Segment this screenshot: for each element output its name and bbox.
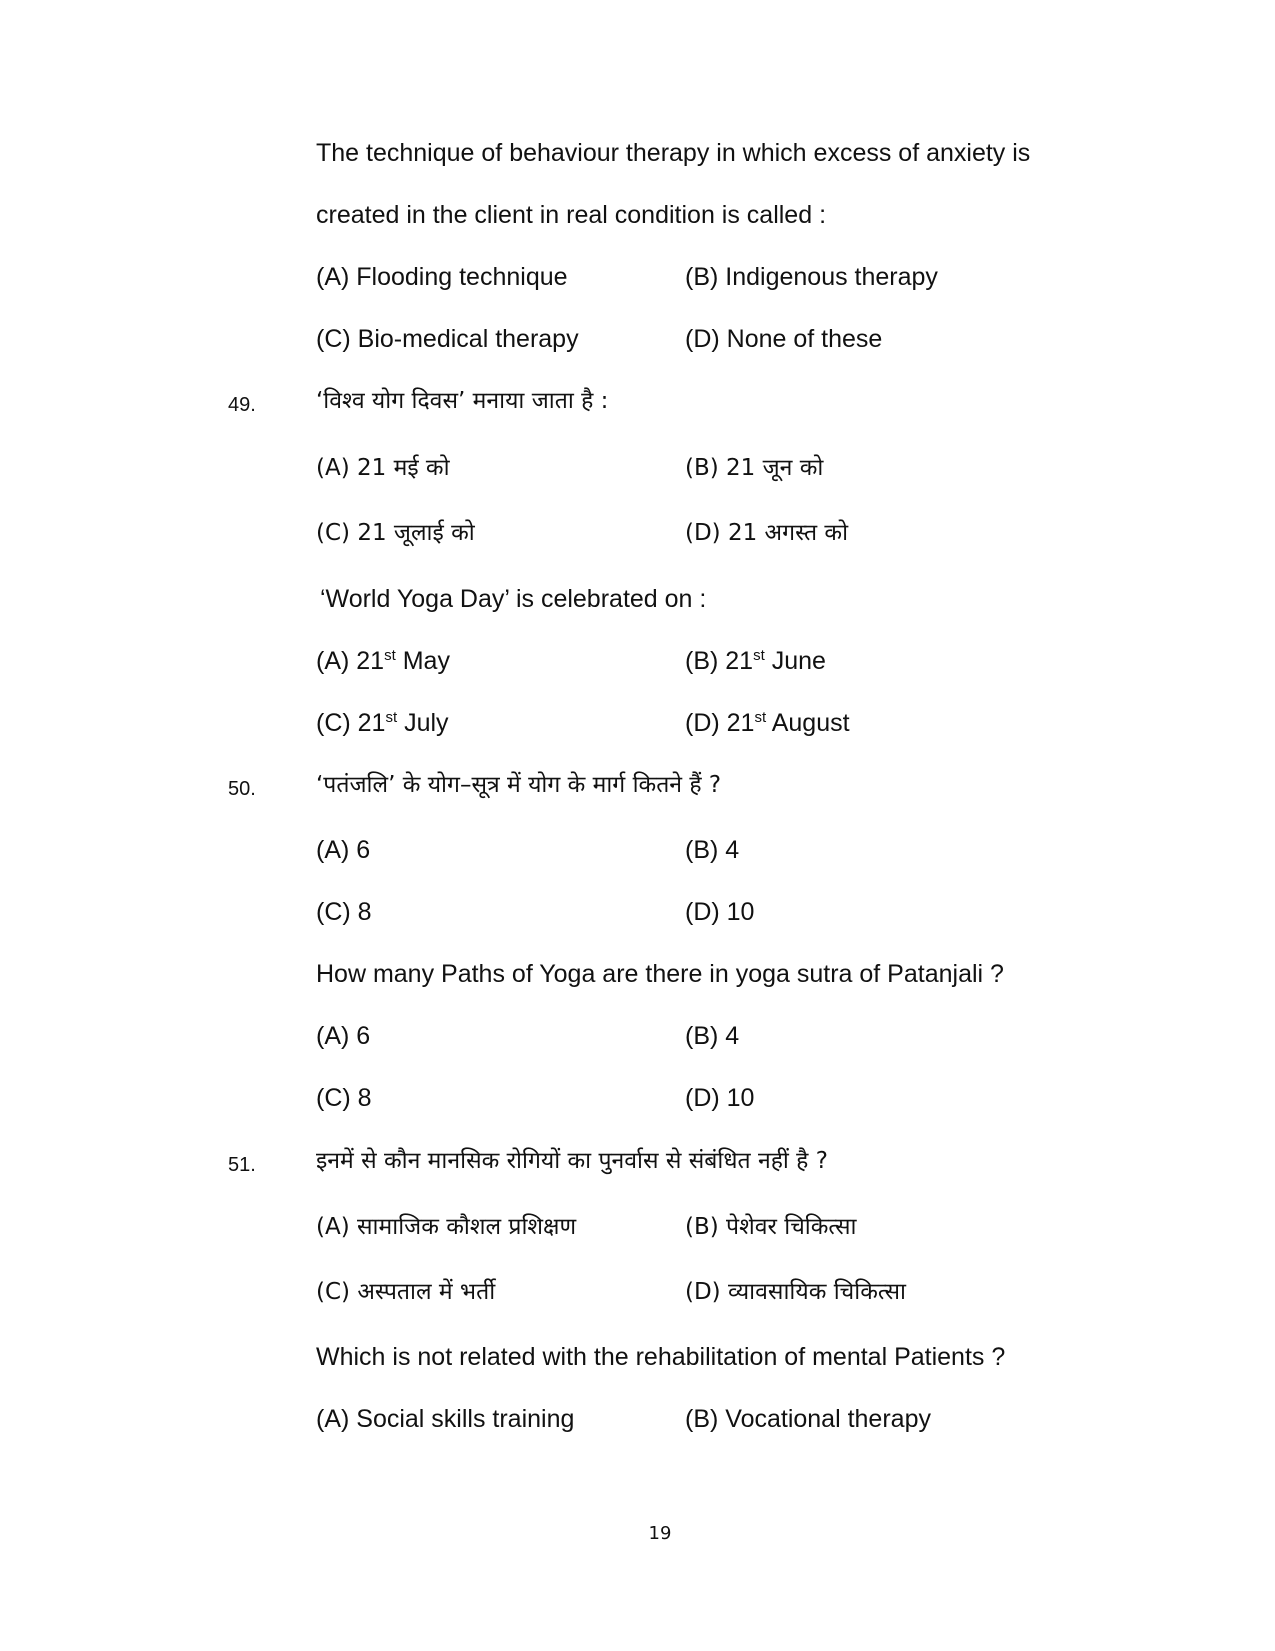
ordinal-suffix: st (384, 647, 396, 664)
q51-hi-option-c: (C) अस्पताल में भर्ती (316, 1279, 496, 1305)
q50-en-option-d: (D) 10 (685, 1084, 755, 1112)
q48-en-stem-line1: The technique of behaviour therapy in which excess of anxiety is (316, 139, 1031, 167)
q51-en-stem: Which is not related with the rehabilitation of mental Patients ? (316, 1343, 1006, 1371)
q48-en-stem-line2: created in the client in real condition is called : (316, 201, 827, 229)
q50-hi-option-d: (D) 10 (685, 898, 755, 926)
page-number: 19 (648, 1523, 672, 1544)
q50-number: 50. (228, 778, 256, 800)
q49-en-option-d-prefix: (D) 21 (685, 709, 755, 737)
ordinal-suffix: st (753, 647, 765, 664)
q49-en-option-a (316, 646, 450, 676)
q50-hi-option-b: (B) 4 (685, 836, 740, 864)
ordinal-suffix: st (385, 709, 398, 726)
q49-hi-option-b: (B) 21 जून को (685, 455, 824, 481)
q49-en-option-c (316, 708, 449, 738)
q49-hi-stem: ‘विश्व योग दिवस’ मनाया जाता है : (316, 388, 609, 414)
q49-number: 49. (228, 394, 256, 416)
q49-en-option-a-prefix: (A) 21 (316, 647, 385, 675)
q51-hi-option-b: (B) पेशेवर चिकित्सा (685, 1214, 857, 1240)
q51-hi-option-a: (A) सामाजिक कौशल प्रशिक्षण (316, 1214, 577, 1240)
q50-en-stem: How many Paths of Yoga are there in yoga sutra of Patanjali ? (316, 960, 1004, 988)
q51-hi-option-d: (D) व्यावसायिक चिकित्सा (685, 1279, 906, 1305)
q48-en-option-a: (A) Flooding technique (316, 263, 568, 291)
q49-en-option-d (685, 708, 850, 738)
q50-hi-option-c: (C) 8 (316, 898, 372, 926)
q48-en-option-d: (D) None of these (685, 325, 883, 353)
ordinal-suffix: st (754, 709, 767, 726)
q49-en-stem: ‘World Yoga Day’ is celebrated on : (320, 585, 707, 613)
q49-en-option-b-prefix: (B) 21 (685, 647, 754, 675)
q50-hi-stem: ‘पतंजलि’ के योग–सूत्र में योग के मार्ग कितने हैं ? (316, 772, 722, 798)
q51-hi-stem: इनमें से कौन मानसिक रोगियों का पुनर्वास से संबंधित नहीं है ? (316, 1148, 828, 1174)
q49-hi-option-a: (A) 21 मई को (316, 455, 450, 481)
q51-en-option-a: (A) Social skills training (316, 1405, 575, 1433)
q50-en-option-b: (B) 4 (685, 1022, 740, 1050)
q51-number: 51. (228, 1154, 256, 1176)
q49-en-option-b-suffix: June (764, 647, 826, 675)
q49-hi-option-d: (D) 21 अगस्त को (685, 520, 849, 546)
q49-hi-option-c: (C) 21 जूलाई को (316, 520, 475, 546)
q49-en-option-a-suffix: May (395, 647, 450, 675)
q50-en-option-a: (A) 6 (316, 1022, 371, 1050)
q48-en-option-b: (B) Indigenous therapy (685, 263, 938, 291)
q50-hi-option-a: (A) 6 (316, 836, 371, 864)
q49-en-option-c-prefix: (C) 21 (316, 709, 386, 737)
q50-en-option-c: (C) 8 (316, 1084, 372, 1112)
q48-en-option-c: (C) Bio-medical therapy (316, 325, 579, 353)
q49-en-option-d-suffix: August (766, 709, 850, 737)
q49-en-option-c-suffix: July (397, 709, 449, 737)
q51-en-option-b: (B) Vocational therapy (685, 1405, 931, 1433)
q49-en-option-b (685, 646, 826, 676)
